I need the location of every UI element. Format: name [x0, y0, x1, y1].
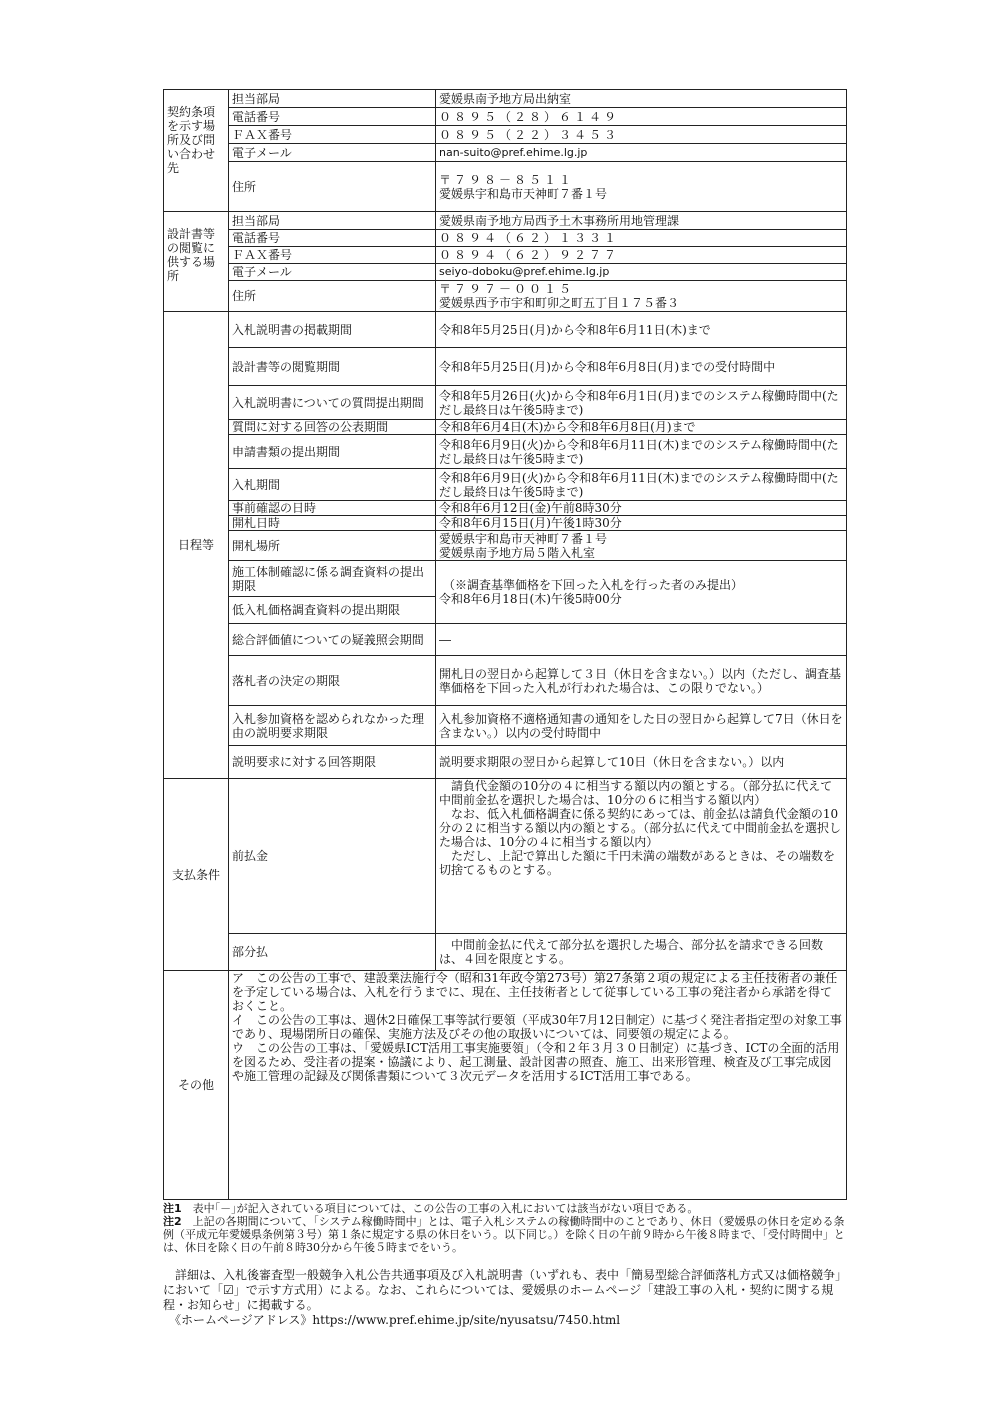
- partial-payment-label: 部分払: [229, 934, 436, 971]
- advance-payment-value: 請負代金額の10分の４に相当する額以内の額とする。（部分払に代えて中間前金払を選択した場合は、10分の６に相当する額以内） なお、低入札価格調査に係る契約にあっては、前金払は請負代金額の10分の２に相当する額以内の額とする。（部分払に代えて中間前金払を選択した場合は、10分の４に相当する額以内） ただし、上記で算出した額に千円未満の端数があるときは、その端数を切捨てるものとする。: [436, 779, 847, 934]
- survey-note: （※調査基準価格を下回った入札を行った者のみ提出）: [443, 578, 744, 592]
- contact-addr-label: 住所: [229, 162, 436, 212]
- contact-addr-zip: 〒７９８－８５１１: [439, 172, 575, 187]
- contact-dept: 愛媛県南予地方局出納室: [436, 90, 847, 108]
- schedule-label: 申請書類の提出期間: [229, 435, 436, 469]
- schedule-label: 入札参加資格を認められなかった理由の説明要求期限: [229, 706, 436, 746]
- design-addr-label: 住所: [229, 281, 436, 312]
- contact-addr: 愛媛県宇和島市天神町７番１号: [439, 186, 608, 201]
- schedule-value: 令和8年6月12日(金)午前8時30分: [436, 501, 847, 516]
- contact-dept-label: 担当部局: [229, 90, 436, 108]
- schedule-value: 開札日の翌日から起算して３日（休日を含まない。）以内（ただし、調査基準価格を下回った入札が行われた場合は、この限りでない。）: [436, 656, 847, 706]
- design-tel: ０８９４（６２）１３３１: [436, 230, 847, 247]
- contact-email-label: 電子メール: [229, 144, 436, 162]
- schedule-value: 令和8年6月15日(月)午後1時30分: [436, 516, 847, 531]
- schedule-value: 令和8年6月9日(火)から令和8年6月11日(木)までのシステム稼働時間中(ただし最終日は午後5時まで): [436, 469, 847, 501]
- contact-fax-label: ＦＡＸ番号: [229, 126, 436, 144]
- schedule-value: 説明要求期限の翌日から起算して10日（休日を含まない。）以内: [436, 746, 847, 779]
- schedule-value: 令和8年5月25日(月)から令和8年6月11日(木)まで: [436, 312, 847, 348]
- table-notes: [163, 1202, 848, 1254]
- design-section-label: 設計書等の閲覧に供する場所: [164, 212, 229, 312]
- schedule-value: ―: [436, 624, 847, 656]
- document-page: [163, 89, 848, 1328]
- other-content: [229, 971, 847, 1200]
- design-addr-cell: [436, 281, 847, 312]
- contact-fax: ０８９５（２２）３４５３: [436, 126, 847, 144]
- schedule-label: 質問に対する回答の公表期間: [229, 420, 436, 435]
- design-dept-label: 担当部局: [229, 212, 436, 230]
- contact-section-label: 契約条項を示す場所及び問い合わせ先: [164, 90, 229, 212]
- bid-location-line: 愛媛県南予地方局５階入札室: [439, 545, 596, 560]
- contact-tel-label: 電話番号: [229, 108, 436, 126]
- payment-section-label: 支払条件: [164, 779, 229, 971]
- schedule-value: [436, 561, 847, 624]
- schedule-label: 入札説明書についての質問提出期間: [229, 386, 436, 420]
- schedule-label: 総合評価値についての疑義照会期間: [229, 624, 436, 656]
- schedule-value: 入札参加資格不適格通知書の通知をした日の翌日から起算して7日（休日を含まない。）以内の受付時間中: [436, 706, 847, 746]
- schedule-label: 開札場所: [229, 531, 436, 561]
- other-item-u: ウ この公告の工事は、「愛媛県ICT活用工事実施要領」（令和２年３月３０日制定）に基づき、ICTの全面的活用を図るため、受注者の提案・協議により、起工測量、設計図書の照査、施工、出来形管理、検査及び工事完成図や施工管理の記録及び関係書類について３次元データを活用するICT活用工事である。: [232, 1041, 840, 1083]
- other-item-a: ア この公告の工事で、建設業法施行令（昭和31年政令第273号）第27条第２項の規定による主任技術者の兼任を予定している場合は、入札を行うまでに、現在、主任技術者として従事している工事の発注者から承諾を得ておくこと。: [232, 971, 838, 1013]
- schedule-label: 開札日時: [229, 516, 436, 531]
- note-1-text: 表中｢－｣が記入されている項目については、この公告の工事の入札においては該当がない項目である。: [192, 1202, 699, 1215]
- other-item-i: イ この公告の工事は、週休2日確保工事等試行要領（平成30年7月12日制定）に基づく発注者指定型の対象工事であり、現場閉所日の確保、実施方法及びその他の取扱いについては、同要領の規定による。: [232, 1013, 842, 1041]
- design-fax: ０８９４（６２）９２７７: [436, 247, 847, 264]
- partial-payment-value: 中間前金払に代えて部分払を選択した場合、部分払を請求できる回数は、４回を限度とする。: [436, 934, 847, 971]
- design-fax-label: ＦＡＸ番号: [229, 247, 436, 264]
- bid-location-line: 愛媛県宇和島市天神町７番１号: [439, 531, 608, 546]
- schedule-label: 説明要求に対する回答期限: [229, 746, 436, 779]
- design-addr-zip: 〒７９７－００１５: [439, 282, 575, 296]
- design-email[interactable]: seiyo-doboku@pref.ehime.lg.jp: [436, 264, 847, 281]
- note-2: [163, 1215, 848, 1254]
- note-2-text: 上記の各期間について、「システム稼働時間中」とは、電子入札システムの稼働時間中のことであり、休日（愛媛県の休日を定める条例（平成元年愛媛県条例第３号）第１条に規定する県の休日をいう。以下同じ。）を除く日の午前９時から午後８時まで、「受付時間中」とは、休日を除く日の午前８時30分から午後５時までをいう。: [163, 1215, 845, 1254]
- schedule-label: 入札説明書の掲載期間: [229, 312, 436, 348]
- note-1: [163, 1202, 848, 1215]
- contact-addr-cell: [436, 162, 847, 212]
- design-dept: 愛媛県南予地方局西予土木事務所用地管理課: [436, 212, 847, 230]
- schedule-value: 令和8年5月26日(火)から令和8年6月1日(月)までのシステム稼働時間中(ただし最終日は午後5時まで): [436, 386, 847, 420]
- detail-paragraph: 詳細は、入札後審査型一般競争入札公告共通事項及び入札説明書（いずれも、表中「簡易型総合評価落札方式又は価格競争」において「☑」で示す方式用）による。なお、これらについては、愛媛県のホームページ「建設工事の入札・契約に関する規程・お知らせ」に掲載する。 《ホームページアドレス》https://www.pref.ehime.jp/site/nyusatsu/7450.html: [163, 1268, 848, 1327]
- contact-email[interactable]: nan-suito@pref.ehime.lg.jp: [436, 144, 847, 162]
- schedule-label: 入札期間: [229, 469, 436, 501]
- schedule-value: [436, 531, 847, 561]
- note-1-label: 注1: [163, 1202, 182, 1215]
- note-2-label: 注2: [163, 1215, 182, 1228]
- schedule-label: 設計書等の閲覧期間: [229, 348, 436, 386]
- notice-table: [163, 89, 847, 1200]
- schedule-label: 低入札価格調査資料の提出期限: [229, 597, 436, 624]
- schedule-section-label: 日程等: [164, 312, 229, 779]
- other-section-label: その他: [164, 971, 229, 1200]
- schedule-value: 令和8年5月25日(月)から令和8年6月8日(月)までの受付時間中: [436, 348, 847, 386]
- design-addr: 愛媛県西予市宇和町卯之町五丁目１７５番３: [439, 296, 680, 310]
- advance-payment-label: 前払金: [229, 779, 436, 934]
- survey-deadline: 令和8年6月18日(木)午後5時00分: [439, 592, 622, 606]
- design-email-label: 電子メール: [229, 264, 436, 281]
- schedule-value: 令和8年6月4日(木)から令和8年6月8日(月)まで: [436, 420, 847, 435]
- design-tel-label: 電話番号: [229, 230, 436, 247]
- schedule-value: 令和8年6月9日(火)から令和8年6月11日(木)までのシステム稼働時間中(ただし最終日は午後5時まで): [436, 435, 847, 469]
- schedule-label: 事前確認の日時: [229, 501, 436, 516]
- schedule-label: 施工体制確認に係る調査資料の提出期限: [229, 561, 436, 597]
- schedule-label: 落札者の決定の期限: [229, 656, 436, 706]
- contact-tel: ０８９５（２８）６１４９: [436, 108, 847, 126]
